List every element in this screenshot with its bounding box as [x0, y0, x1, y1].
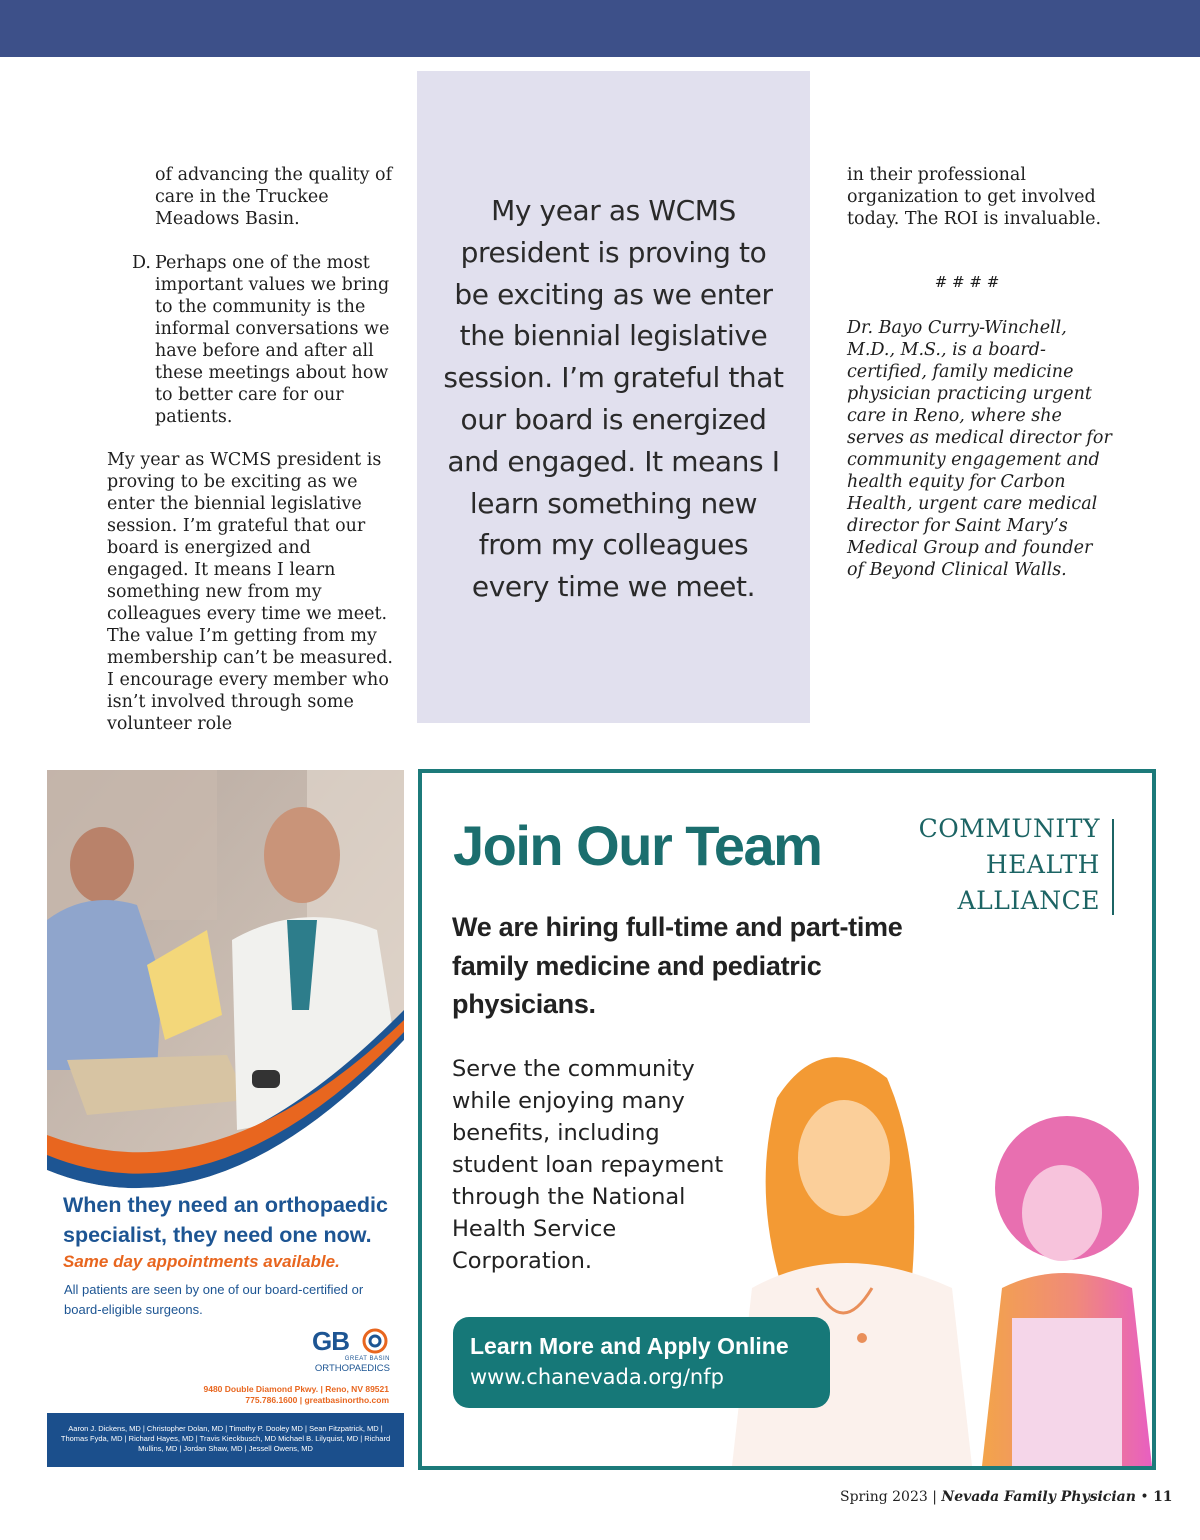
page-footer — [840, 1489, 1173, 1505]
address-line-2: 775.786.1600 | greatbasinortho.com — [245, 1394, 389, 1405]
logo-line-3: ALLIANCE — [957, 886, 1100, 915]
apply-online-button[interactable] — [453, 1317, 830, 1408]
hiring-statement: We are hiring full-time and part-time family medicine and pediatric physicians. — [452, 912, 903, 1019]
address-line-1: 9480 Double Diamond Pkwy. | Reno, NV 89521 — [203, 1384, 389, 1394]
footer-separator: | — [932, 1489, 937, 1505]
top-banner — [0, 0, 1200, 57]
target-icon — [362, 1328, 390, 1354]
author-bio: Dr. Bayo Curry-Winchell, M.D., M.S., is a board-certified, family medicine physician practicing urgent care in Reno, where she serves as medical director for community engagement and health equity for Carbon Health, urgent care medical director for Saint Mary’s Medical Group and founder of Beyond Clinical Walls. — [847, 318, 1112, 580]
footer-bullet: • — [1140, 1489, 1149, 1505]
pull-quote: My year as WCMS president is proving to be exciting as we enter the biennial legislative session. I’m grateful that our board is energized and engaged. It means I learn something new from my colleagues every time we meet. — [443, 194, 784, 604]
ad-title: Join Our Team — [453, 814, 822, 877]
page-number: 11 — [1153, 1489, 1173, 1505]
button-label: Learn More and Apply Online — [470, 1333, 789, 1359]
doctor-list: Aaron J. Dickens, MD | Christopher Dolan, MD | Timothy P. Dooley MD | Sean Fitzpatrick, MD | Thomas Fyda, MD | Richard Hayes, MD | Travis Kieckbusch, MD Michael B. Lilyquist, MD | Richard Mullins, MD | Jordan Shaw, MD | Jessell Owens, MD — [60, 1424, 391, 1453]
ad-subheadline: Same day appointments available. — [63, 1252, 340, 1271]
logo-rule — [1112, 819, 1114, 915]
doctor-patient-photo — [47, 770, 404, 1190]
list-item-c-tail: of advancing the quality of care in the Truckee Meadows Basin. — [155, 165, 393, 229]
issue-label: Spring 2023 — [840, 1489, 928, 1505]
ad-body-text: Serve the community while enjoying many benefits, including student loan repayment through the National Health Service Corporation. — [452, 1056, 724, 1274]
list-item-d-letter: D. — [132, 253, 151, 273]
doctor-list-band — [47, 1413, 404, 1467]
logo-mark: GB — [312, 1326, 349, 1356]
list-item-d-text: Perhaps one of the most important values we bring to the community is the informal conversations we have before and after all these meetings about how to better care for our patients. — [155, 253, 390, 427]
end-mark: # # # # — [934, 273, 1000, 291]
article-paragraph: My year as WCMS president is proving to be exciting as we enter the biennial legislative session. I’m grateful that our board is energized and engaged. It means I learn something new from my colleagues every time we meet. The value I’m getting from my membership can’t be measured. I encourage every member who isn’t involved through some volunteer role — [107, 450, 393, 734]
orthopaedics-ad — [47, 770, 404, 1467]
logo-line-1: COMMUNITY — [918, 814, 1100, 843]
article-paragraph-continued: in their professional organization to get involved today. The ROI is invaluable. — [847, 165, 1102, 229]
button-url: www.chanevada.org/nfp — [470, 1365, 724, 1389]
logo-subtitle-1: GREAT BASIN — [344, 1356, 390, 1362]
logo-line-2: HEALTH — [985, 850, 1100, 879]
logo-subtitle-2: ORTHOPAEDICS — [314, 1363, 390, 1374]
ad-headline: When they need an orthopaedic specialist, they need one now. — [63, 1193, 388, 1247]
ad-note: All patients are seen by one of our board-certified or board-eligible surgeons. — [64, 1282, 364, 1317]
logo-text — [919, 811, 1100, 919]
great-basin-logo — [310, 1326, 392, 1374]
publication-name: Nevada Family Physician — [941, 1489, 1136, 1505]
community-health-alliance-logo — [862, 811, 1114, 921]
ad-address — [63, 1384, 389, 1405]
community-health-ad — [418, 769, 1156, 1470]
